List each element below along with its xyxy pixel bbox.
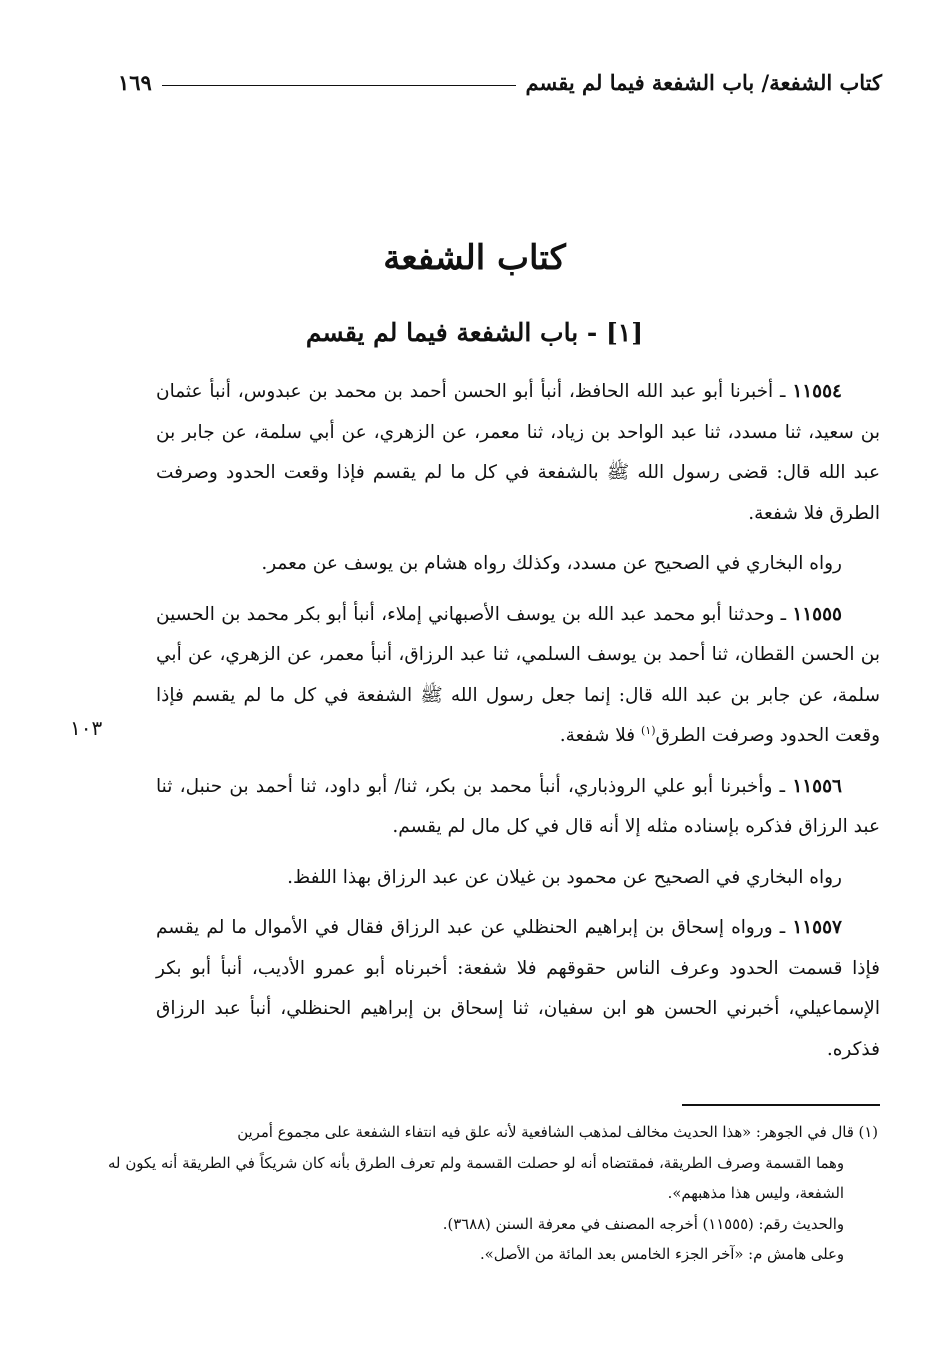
hadith-text: ـ ورواه إسحاق بن إبراهيم الحنظلي عن عبد الرزاق فقال في الأموال ما لم يقسم فإذا قسمت الحدود وعرف الناس حقوقهم فلا شفعة: أخبرناه أبو عمرو الأديب، أنبأ أبو بكر الإسماعيلي، أخبرني الحسن هو ابن سفيان، ثنا إسحاق بن إبراهيم الحنظلي، أنبأ عبد الرزاق فذكره.: [156, 917, 880, 1060]
running-header: [118, 62, 882, 102]
hadith-11557: [156, 908, 880, 1070]
hadith-number: ١١٥٥٤: [792, 381, 842, 402]
hadith-11555: [156, 595, 880, 757]
hadith-11556: [156, 767, 880, 848]
footnote-2: والحديث رقم: (١١٥٥٥) أخرجه المصنف في معرفة السنن (٣٦٨٨).: [442, 1215, 844, 1233]
hadith-number: ١١٥٥٦: [792, 775, 842, 797]
footnote-reference[interactable]: (١): [641, 723, 656, 737]
footnote-1-continuation: وهما القسمة وصرف الطريقة، فمقتضاه أنه لو حصلت القسمة ولم تعرف الطرق بأنه كان شريكاً في الطريقة أنه يكون له الشفعة، وليس هذا مذهبهم».: [108, 1154, 844, 1202]
page-number: ١٦٩: [118, 69, 152, 95]
hadith-text: ـ أخبرنا أبو عبد الله الحافظ، أنبأ أبو الحسن أحمد بن محمد بن عبدوس، أنبأ عثمان بن سعيد، ثنا مسدد، ثنا عبد الواحد بن زياد، ثنا معمر، عن الزهري، عن أبي سلمة، عن جابر بن عبد الله قال: قضى رسول الله ﷺ بالشفعة في كل ما لم يقسم فإذا وقعت الحدود وصرفت الطرق فلا شفعة.: [156, 381, 880, 524]
hadith-number: ١١٥٥٥: [792, 603, 842, 625]
main-text: [156, 372, 880, 1080]
hadith-text: ـ وأخبرنا أبو علي الروذباري، أنبأ محمد بن بكر، ثنا/ أبو داود، ثنا أحمد بن حنبل، ثنا عبد الرزاق فذكره بإسناده مثله إلا أنه قال في كل مال لم يقسم.: [156, 775, 880, 837]
footnote-separator: [682, 1104, 880, 1106]
margin-page-reference: ١٠٣: [70, 716, 103, 740]
commentary-11556: رواه البخاري في الصحيح عن محمود بن غيلان عن عبد الرزاق بهذا اللفظ.: [287, 866, 842, 888]
hadith-text: ـ وحدثنا أبو محمد عبد الله بن يوسف الأصبهاني إملاء، أنبأ أبو بكر محمد بن الحسين بن الحسن القطان، ثنا أحمد بن يوسف السلمي، ثنا عبد الرزاق، أنبأ معمر، عن الزهري، عن أبي سلمة، عن جابر بن عبد الله قال: إنما جعل رسول الله ﷺ الشفعة في كل ما لم يقسم فإذا وقعت الحدود وصرفت الطرق: [156, 603, 880, 746]
chapter-title: [١] - باب الشفعة فيما لم يقسم: [305, 318, 644, 347]
book-title: كتاب الشفعة: [383, 238, 566, 278]
footnote-3: وعلى هامش م: «آخر الجزء الخامس بعد المائة من الأصل».: [479, 1246, 844, 1263]
footnotes: [108, 1118, 878, 1271]
header-rule: [162, 85, 516, 86]
footnote-1: (١) قال في الجوهر: «هذا الحديث مخالف لمذهب الشافعية لأنه علق فيه انتفاء الشفعة على مجموع أمرين: [237, 1124, 878, 1141]
commentary-11554: رواه البخاري في الصحيح عن مسدد، وكذلك رواه هشام بن يوسف عن معمر.: [261, 553, 842, 574]
running-header-title: كتاب الشفعة/ باب الشفعة فيما لم يقسم: [525, 69, 882, 95]
hadith-text-tail: فلا شفعة.: [559, 725, 641, 746]
hadith-number: ١١٥٥٧: [792, 917, 842, 938]
hadith-11554: [156, 372, 880, 534]
